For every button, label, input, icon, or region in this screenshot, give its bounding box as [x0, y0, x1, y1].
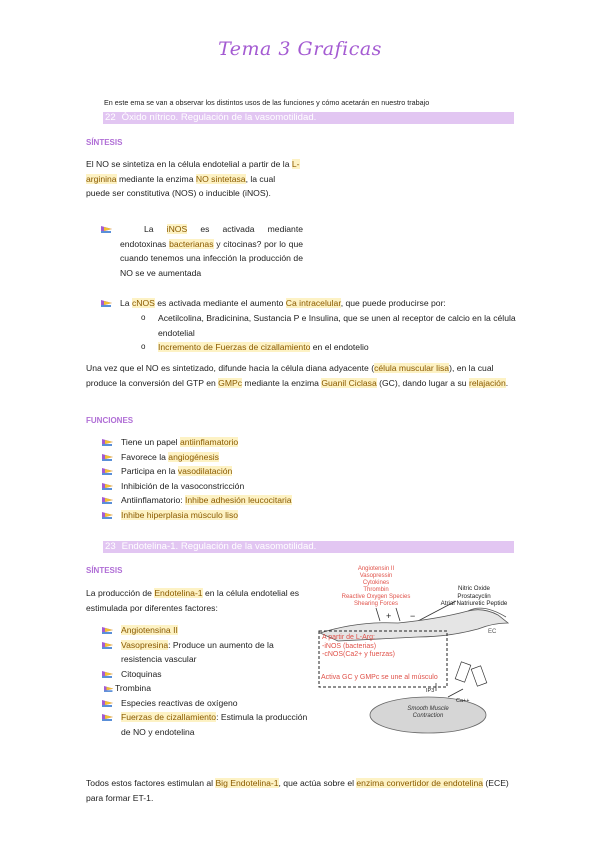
subheading-sintesis: SÍNTESIS: [86, 138, 123, 147]
pencil-bullet-icon: [102, 641, 115, 650]
text: : Produce un aumento de la resistencia vascular: [121, 639, 274, 664]
smooth-muscle-label: [388, 706, 468, 720]
document-title: Tema 3 Graficas: [218, 38, 382, 60]
text: Todos estos factores estimulan al: [86, 778, 216, 788]
pencil-bullet-icon: [101, 299, 114, 308]
endothelin-paragraph: [86, 586, 301, 615]
highlight: bacterianas: [169, 238, 214, 249]
subheading-sintesis: SÍNTESIS: [86, 566, 123, 575]
highlight: Incremento de Fuerzas de cizallamiento: [158, 342, 311, 352]
no-diffusion-paragraph: [86, 361, 516, 390]
stimuli-list: [336, 566, 416, 608]
text: y citocinas? por lo que cuando tenemos una infección la producción de NO se ve aumentada: [120, 238, 303, 278]
text: ), en la cual produce la conversión del GTP en: [86, 363, 494, 388]
stimulus-label: Thrombin: [363, 587, 389, 593]
pencil-bullet-icon: [102, 453, 115, 462]
highlight: Angiotensina II: [121, 625, 178, 635]
text: , que actúa sobre el: [278, 778, 357, 788]
text: Acetilcolina, Bradicinina, Sustancia P e Insulina, que se unen al receptor de calcio en la célula endotelial: [158, 313, 516, 338]
highlight: NO sintetasa: [195, 173, 246, 184]
pencil-bullet-icon: [102, 713, 115, 722]
highlight: angiogénesis: [168, 451, 219, 462]
pencil-bullet-icon: [101, 225, 114, 234]
text: , la cual puede ser constitutiva (NOS) o inducible (iNOS).: [86, 173, 276, 198]
stimulus-label: Shearing Forces: [353, 601, 399, 607]
text: mediante la enzima: [242, 377, 322, 388]
pencil-bullet-icon: [102, 438, 115, 447]
text: Citoquinas: [121, 668, 162, 679]
pencil-bullet-icon: [102, 699, 115, 708]
highlight: antiinflamatorio: [179, 437, 239, 447]
stimulus-label: Reactive Oxygen Species: [341, 594, 411, 600]
text: .: [505, 377, 509, 388]
pencil-bullet-icon: [102, 626, 115, 635]
list-item: [104, 681, 294, 696]
pencil-bullet-icon: [102, 496, 115, 505]
highlight: Vasopresina: [121, 639, 169, 650]
highlight: vasodilatación: [177, 466, 233, 476]
text: La producción de: [86, 588, 155, 598]
highlight: iNOS: [166, 224, 188, 234]
list-item: [121, 464, 421, 479]
bullet-marker: o: [141, 342, 146, 351]
list-item: [121, 667, 311, 682]
label-line: Contraction: [412, 713, 444, 719]
endothelin-diagram: [318, 563, 518, 748]
text: mediante la enzima: [116, 173, 196, 184]
highlight: Ca intracelular: [285, 298, 341, 308]
box-line: -iNOS (bacterias): [322, 642, 377, 650]
inhibitor-label: Prostacyclin: [457, 592, 491, 600]
list-item: [121, 696, 311, 711]
list-item: [121, 435, 421, 450]
inhibitor-label: Atrial Natriuretic Peptide: [440, 600, 508, 607]
stimulus-label: Angiotensin II: [357, 566, 395, 572]
highlight: enzima convertidor de endotelina: [356, 778, 484, 788]
section-23-header: [103, 541, 514, 553]
list-item-cnos: [120, 296, 540, 311]
no-synthesis-paragraph: [86, 157, 301, 201]
pencil-bullet-icon: [104, 685, 115, 693]
functions-list: [121, 435, 421, 522]
highlight: Big Endotelina-1: [215, 778, 279, 788]
intro-text: En este ema se van a observar los distintos usos de las funciones y cómo acetarán en nuestro trabajo: [104, 98, 430, 107]
plus-sign: +: [386, 611, 392, 621]
list-item: [121, 638, 311, 667]
text: : Estimula la producción de NO y endotelina: [121, 712, 308, 737]
list-item: [121, 450, 421, 465]
sub-list-item: [141, 311, 518, 340]
label-line: Smooth Muscle: [407, 706, 449, 712]
stimulus-label: Vasopressin: [359, 573, 393, 579]
text: Favorece la: [121, 451, 169, 462]
ecezyme-paragraph: [86, 776, 516, 805]
text: Tiene un papel: [121, 437, 180, 447]
box-line: -cNOS(Ca2+ y fuerzas): [322, 651, 395, 658]
section-number: 23: [105, 541, 116, 552]
list-item-inos: [120, 222, 303, 280]
text: Antiinflamatorio:: [121, 495, 186, 505]
highlight: L-arginina: [86, 159, 300, 184]
list-item: [121, 479, 421, 494]
text: La: [120, 298, 132, 308]
ip3-label: IP3: [426, 688, 435, 694]
text: (GC), dando lugar a su: [376, 377, 469, 388]
highlight: relajación: [468, 377, 506, 388]
pencil-bullet-icon: [102, 511, 115, 520]
text: Una vez que el NO es sintetizado, difunde hacia la célula diana adyacente (: [86, 363, 375, 373]
dashed-box-text: [322, 634, 395, 660]
highlight: GMPc: [218, 377, 243, 388]
pencil-bullet-icon: [102, 467, 115, 476]
highlight: célula muscular lisa: [374, 363, 450, 373]
inhibitor-label: Nitric Oxide: [458, 585, 490, 592]
section-title: Óxido nítrico. Regulación de la vasomotilidad.: [121, 112, 317, 123]
highlight: cNOS: [131, 298, 155, 308]
section-number: 22: [105, 112, 116, 123]
text: El NO se sintetiza en la célula endotelial a partir de la: [86, 159, 292, 169]
text: (ECE) para formar ET-1.: [86, 778, 509, 803]
highlight: Guanil Ciclasa: [321, 377, 377, 388]
text: en el endotelio: [310, 342, 369, 352]
pencil-bullet-icon: [102, 482, 115, 491]
stimulus-label: Cytokines: [362, 580, 390, 586]
list-item: [121, 710, 311, 739]
list-item: [121, 493, 421, 508]
list-item: [121, 508, 421, 523]
pencil-bullet-icon: [102, 670, 115, 679]
subheading-funciones: FUNCIONES: [86, 416, 134, 425]
text: Inhibición de la vasoconstricción: [121, 480, 245, 491]
highlight: Inhibe hiperplasia músculo liso: [121, 509, 239, 520]
endothelial-label: EC: [488, 629, 497, 635]
calcium-label: Ca++: [456, 698, 470, 704]
list-item: [121, 623, 311, 638]
box-line: A partir de L-Arg:: [322, 634, 375, 641]
text: Trombina: [115, 683, 151, 693]
inhibitors-list: [426, 585, 522, 608]
text: Especies reactivas de oxígeno: [121, 697, 238, 708]
text: en la célula endotelial es estimulada por diferentes factores:: [86, 588, 300, 613]
section-title: Endotelina-1. Regulación de la vasomotilidad.: [121, 541, 317, 552]
factors-list: [115, 623, 311, 739]
text: Participa en la: [121, 466, 178, 476]
sub-list-item: [141, 340, 518, 355]
text: , que puede producirse por:: [340, 298, 446, 308]
text: es activada mediante endotoxinas: [120, 224, 303, 249]
text: es activada mediante el aumento: [154, 298, 286, 308]
highlight: Fuerzas de cizallamiento: [121, 712, 217, 722]
minus-sign: −: [410, 611, 416, 621]
text: La: [144, 224, 167, 234]
highlight: Endotelina-1: [154, 588, 203, 598]
bullet-marker: o: [141, 313, 146, 322]
highlight: Inhibe adhesión leucocitaria: [185, 495, 292, 505]
section-22-header: [103, 112, 514, 124]
box-bottom-text: Activa GC y GMPc se une al músculo: [321, 674, 438, 681]
